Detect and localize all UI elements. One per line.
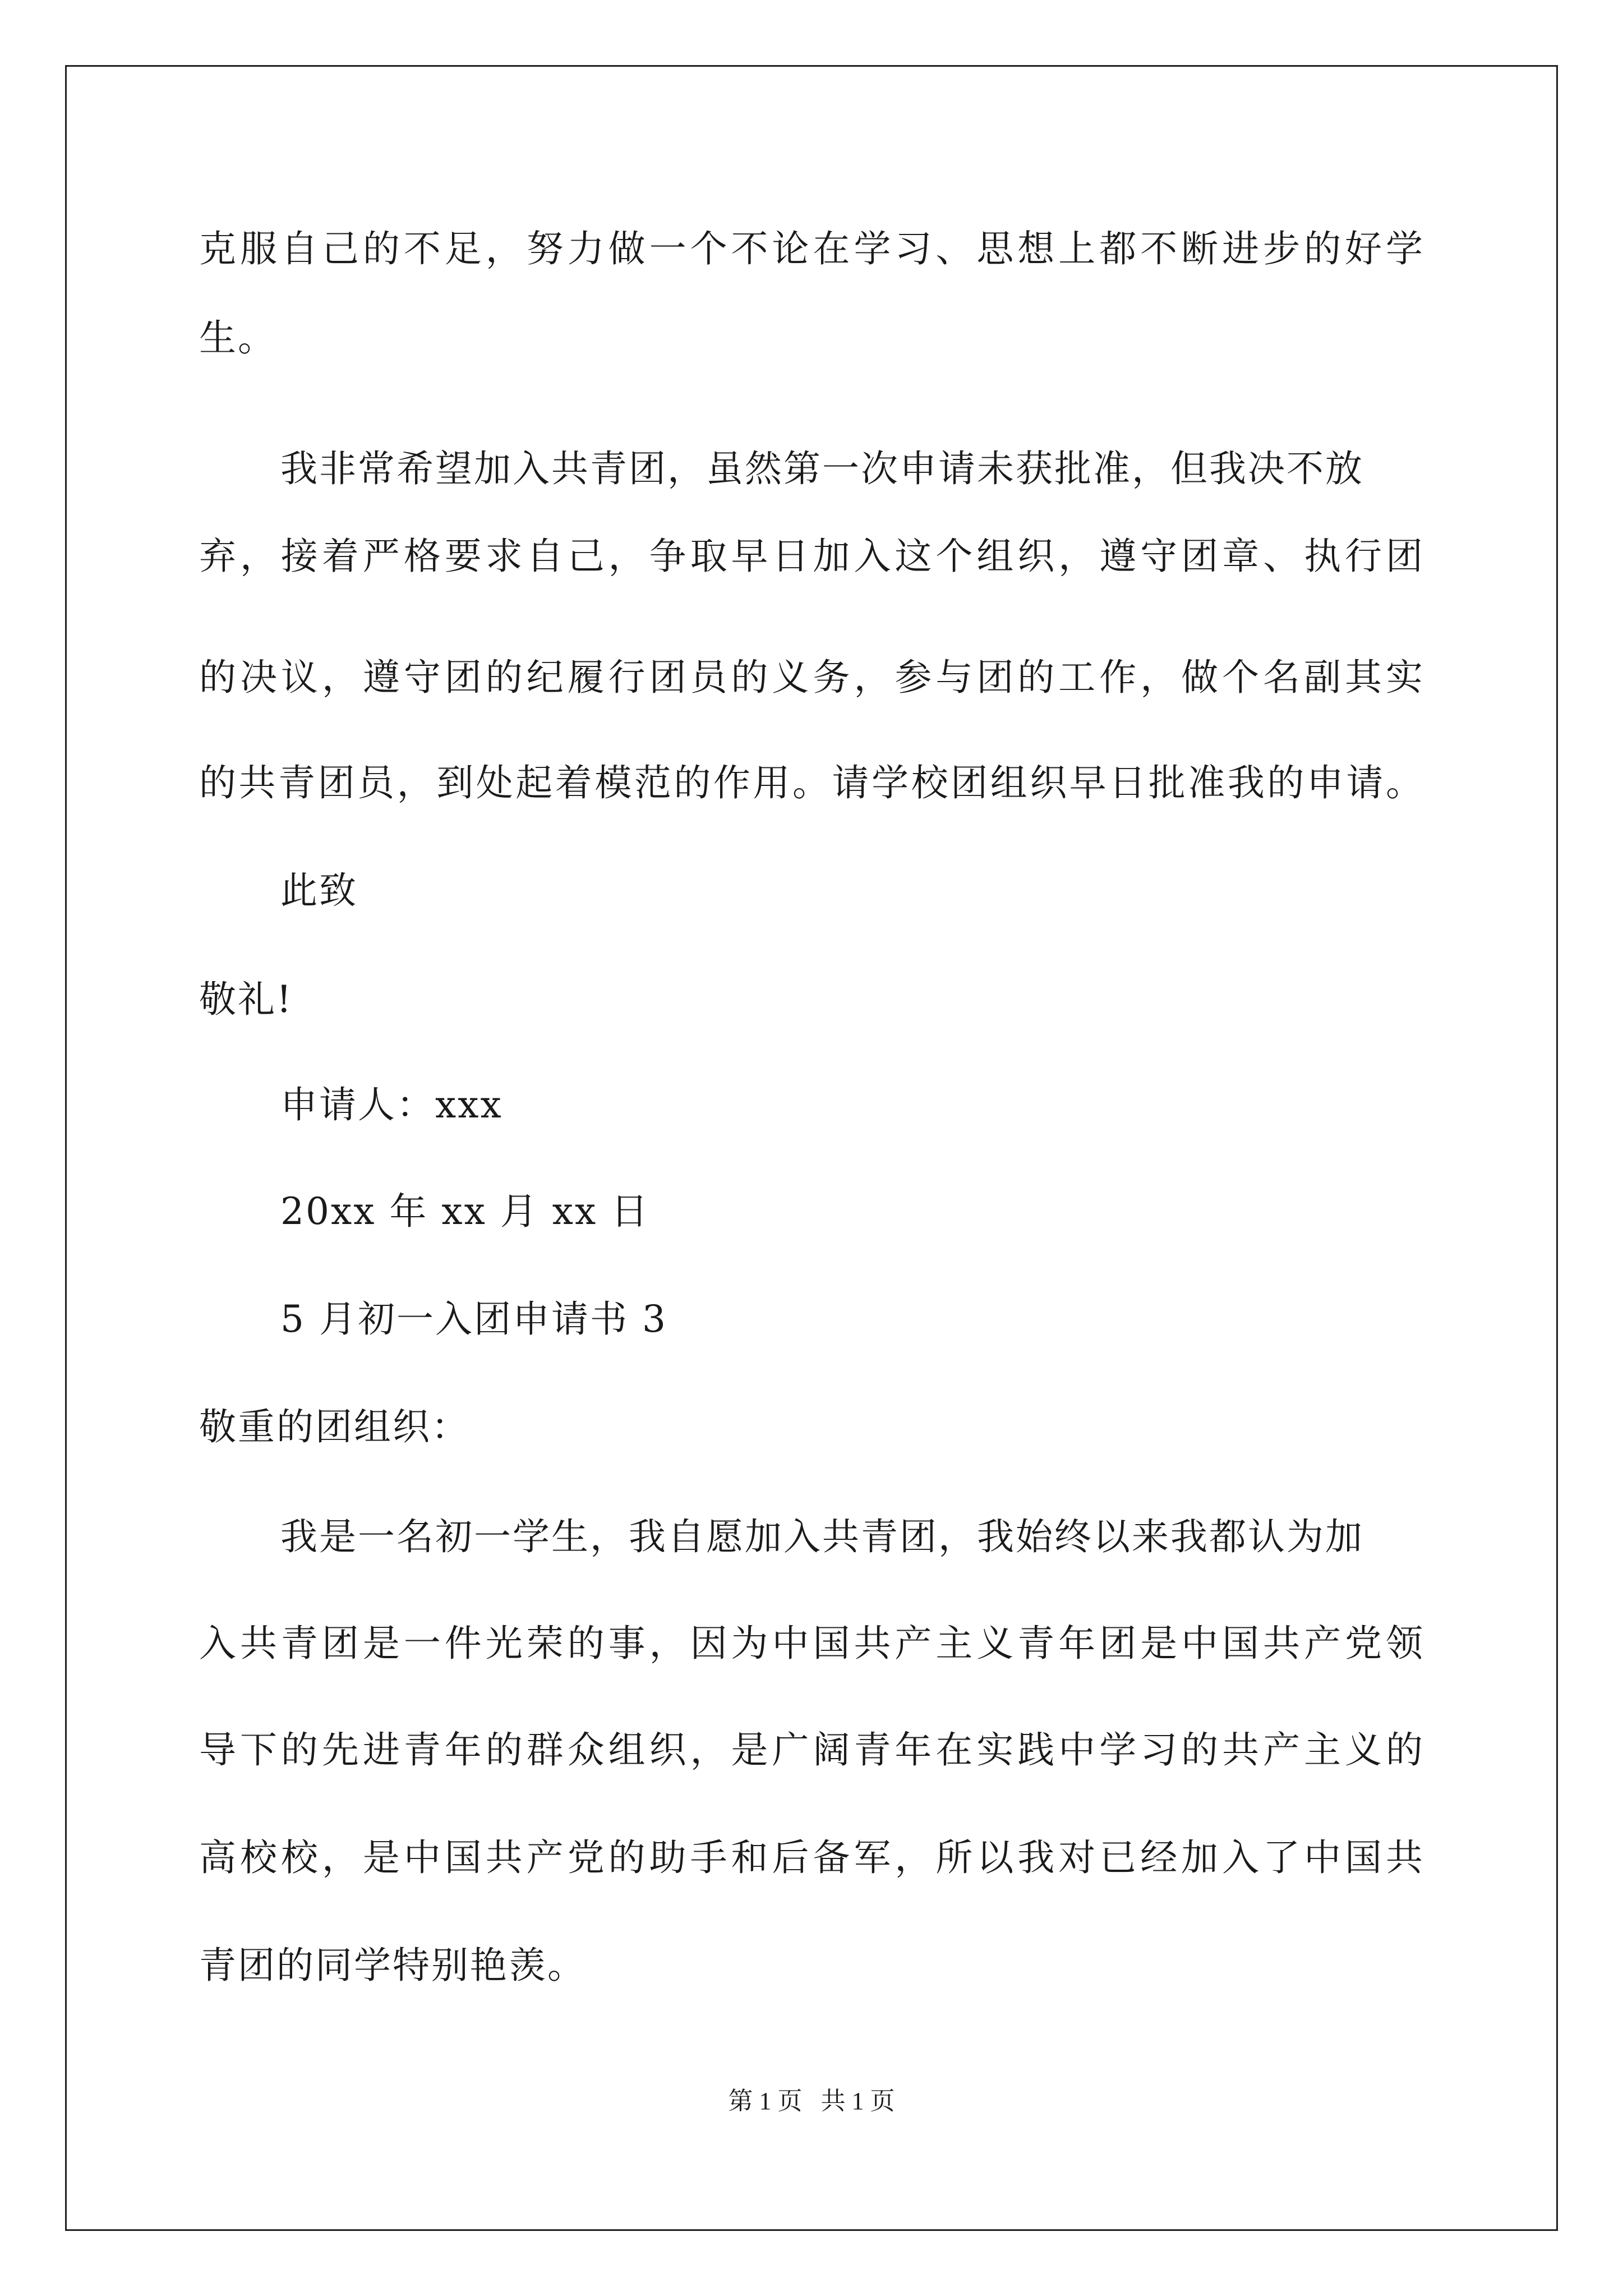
greeting: 敬重的团组织：	[199, 1405, 470, 1448]
body-line: 弃，接着严格要求自己，争取早日加入这个组织，遵守团章、执行团	[199, 535, 1424, 578]
application-date: 20xx 年 xx 月 xx 日	[280, 1190, 650, 1233]
body-line: 入共青团是一件光荣的事，因为中国共产主义青年团是中国共产党领	[199, 1622, 1424, 1665]
body-line: 我非常希望加入共青团，虽然第一次申请未获批准，但我决不放	[280, 447, 1364, 490]
applicant-name: 申请人：xxx	[280, 1083, 503, 1126]
section-title: 5 月初一入团申请书 3	[280, 1297, 667, 1341]
body-line: 导下的先进青年的群众组织，是广阔青年在实践中学习的共产主义的	[199, 1728, 1424, 1772]
body-line: 我是一名初一学生，我自愿加入共青团，我始终以来我都认为加	[280, 1515, 1364, 1558]
body-line: 生。	[199, 316, 276, 360]
body-line: 高校校，是中国共产党的助手和后备军，所以我对已经加入了中国共	[199, 1836, 1424, 1879]
page-border	[65, 65, 1558, 2231]
closing-salutation: 此致	[280, 869, 358, 912]
page-number: 第 1 页	[728, 2087, 803, 2115]
closing-respect: 敬礼!	[199, 978, 293, 1021]
page-footer	[0, 2086, 1623, 2117]
page-total: 共 1 页	[820, 2087, 895, 2115]
body-line: 的决议，遵守团的纪履行团员的义务，参与团的工作，做个名副其实	[199, 656, 1424, 699]
body-line: 青团的同学特别艳羡。	[199, 1944, 586, 1987]
body-line: 的共青团员，到处起着模范的作用。请学校团组织早日批准我的申请。	[199, 761, 1424, 804]
footer-spacer	[803, 2087, 821, 2115]
body-line: 克服自己的不足，努力做一个不论在学习、思想上都不断进步的好学	[199, 227, 1424, 270]
